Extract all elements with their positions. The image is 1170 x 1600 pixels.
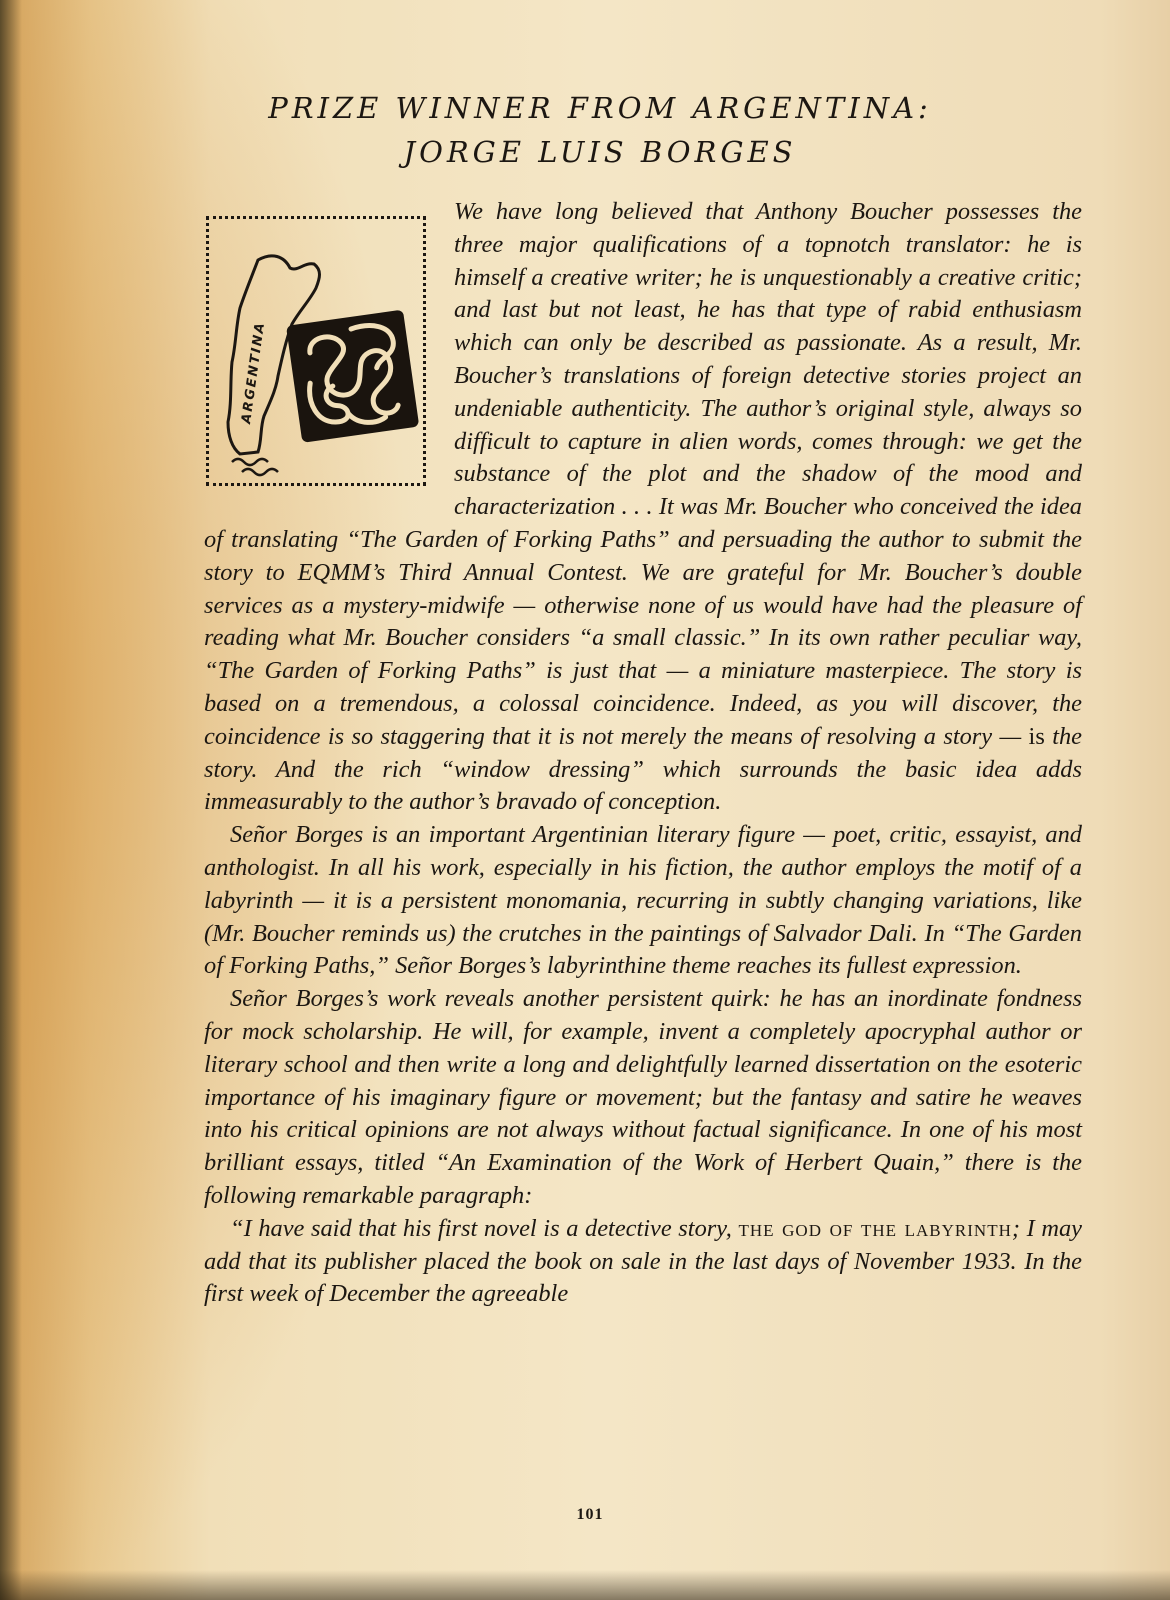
paragraph-intro-text: We have long believed that Anthony Boucher possesses the three major qualifications of a topnotch translator: he is himself a creative writer; he is unquestionably a creative critic; and last but not least, he has that type of rabid enthusiasm which can only be described as passionate. As a result, Mr. Boucher’s translations of foreign detective stories project an undeniable authenticity. The author’s original style, always so difficult to capture in alien words, comes through: we get the substance of the plot and the shadow of the mood and characterization . . . It was Mr. Boucher who conceived the idea of translating “The Garden of Forking Paths” and persuading the author to submit the story to EQMM’s Third Annual Contest. We are grateful for Mr. Boucher’s double services as a mystery-midwife — otherwise none of us would have had the pleasure of reading what Mr. Boucher considers “a small classic.” In its own rather peculiar way, “The Garden of Forking Paths” is just that — a miniature masterpiece. The story is based on a tremendous, a colossal coincidence. Indeed, as you will discover, the coincidence is so staggering that it is not merely the means of resolving a story — <box>204 198 1082 750</box>
quotation-end: ; I may add that its publisher placed the book on sale in the last days of November 1933. In the first week of December the agreeable <box>204 1214 1082 1308</box>
argentina-labyrinth-illustration <box>204 216 428 512</box>
paragraph-quotation <box>204 1213 1082 1311</box>
bottom-shadow <box>0 1570 1170 1600</box>
spine-shadow <box>0 0 22 1600</box>
book-title-smallcaps: the god of the labyrinth <box>738 1214 1012 1242</box>
argentina-map-icon <box>206 216 428 488</box>
paragraph-intro-end: the story. And the rich “window dressing” which surrounds the basic idea adds immeasurably to the author’s bravado of conception. <box>204 722 1083 816</box>
article-body <box>204 196 1082 1311</box>
argentina-label: ARGENTINA <box>239 320 269 425</box>
title-line-1: PRIZE WINNER FROM ARGENTINA: <box>268 91 932 125</box>
paragraph-labyrinth: Señor Borges is an important Argentinian literary figure — poet, critic, essayist, and anthologist. In all his work, especially in his fiction, the author employs the motif of a labyrinth — it is a persistent monomania, recurring in subtly changing variations, like (Mr. Boucher reminds us) the crutches in the paintings of Salvador Dali. In “The Garden of Forking Paths,” Señor Borges’s labyrinthine theme reaches its fullest expression. <box>204 821 1082 980</box>
emphasis-is: is <box>1028 722 1045 750</box>
quotation-start: “I have said that his first novel is a detective story, <box>230 1214 732 1242</box>
title-line-2: JORGE LUIS BORGES <box>403 135 797 169</box>
page-number: 101 <box>576 1506 604 1523</box>
page-title <box>180 86 1020 174</box>
paragraph-scholarship: Señor Borges’s work reveals another persistent quirk: he has an inordinate fondness for mock scholarship. He will, for example, invent a completely apocryphal author or literary school and then write a long and delightfully learned dissertation on the esoteric importance of his imaginary figure or movement; but the fantasy and satire he weaves into his critical opinions are not always without factual significance. In one of his most brilliant essays, titled “An Examination of the Work of Herbert Quain,” there is the following remarkable paragraph: <box>204 985 1082 1209</box>
